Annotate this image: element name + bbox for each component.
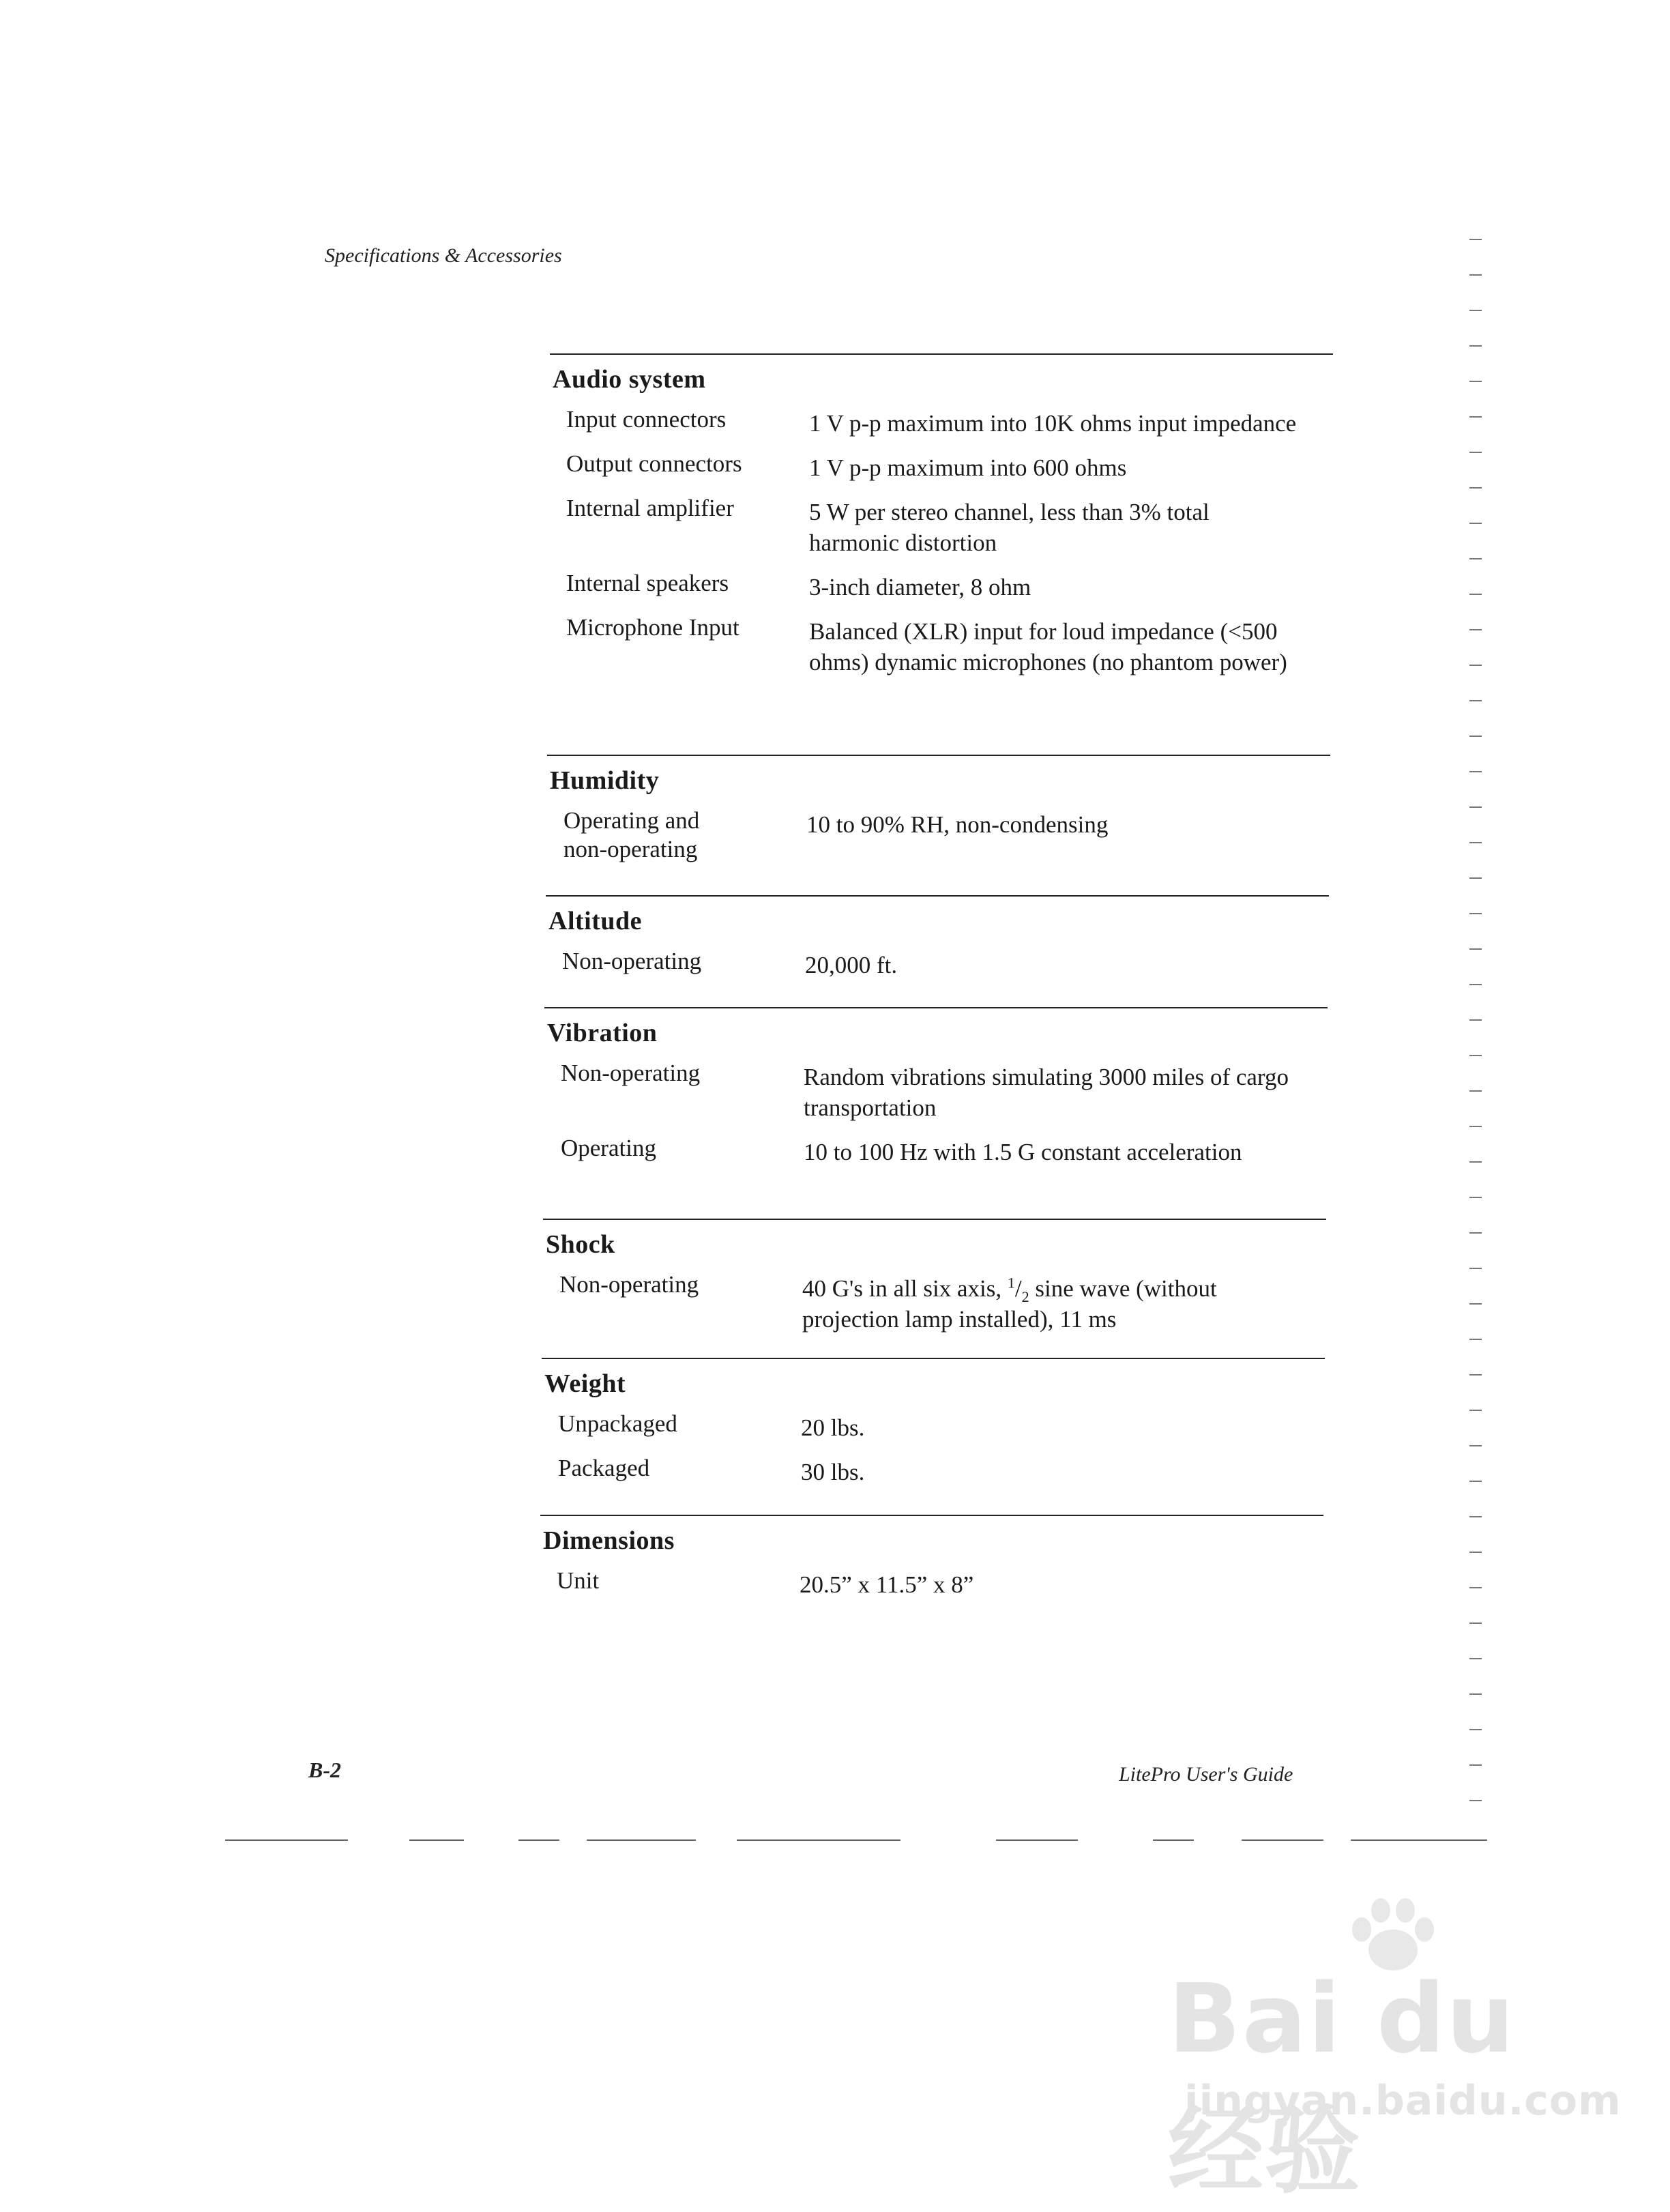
spec-value: 1 V p-p maximum into 10K ohms input impedance	[809, 410, 1297, 437]
scan-edge-line	[409, 1839, 464, 1841]
spec-label: Input connectors	[566, 406, 727, 433]
section-heading: Dimensions	[543, 1526, 675, 1555]
section-heading: Vibration	[547, 1019, 658, 1047]
spec-value: 10 to 90% RH, non-condensing	[806, 811, 1109, 838]
scan-edge-line	[1153, 1839, 1194, 1841]
section-audio-system	[550, 353, 1333, 688]
spec-value: 30 lbs.	[801, 1459, 865, 1485]
spec-row	[542, 1410, 1325, 1443]
watermark-site: jingyan.baidu.com	[1184, 2077, 1622, 2125]
spec-label: Internal speakers	[566, 570, 729, 596]
spec-value: Balanced (XLR) input for loud impedance (<500 ohms) dynamic microphones (no phantom power)	[809, 618, 1287, 675]
watermark-brand: Bai du 经验	[1168, 1964, 1516, 2207]
spec-row	[540, 1567, 1323, 1600]
spec-row	[550, 613, 1333, 678]
spec-label: Non-operating	[561, 1060, 701, 1086]
section-rule	[550, 353, 1333, 355]
baidu-watermark	[1168, 1889, 1622, 2207]
section-rule	[544, 1007, 1328, 1008]
spec-value: 1 V p-p maximum into 600 ohms	[809, 454, 1127, 481]
spec-row	[550, 569, 1333, 602]
spec-label: Operating	[561, 1135, 656, 1161]
scan-edge-line	[587, 1839, 696, 1841]
section-heading: Humidity	[550, 766, 660, 795]
spec-value: 20 lbs.	[801, 1414, 865, 1441]
spec-value: 40 G's in all six axis, $^1/_2$ sine wave (without projection lamp installed), 11 ms	[802, 1274, 1217, 1333]
spec-label: Non-operating	[559, 1271, 699, 1298]
spec-label: Microphone Input	[566, 614, 739, 641]
spec-row	[544, 1134, 1328, 1167]
spec-label: Unpackaged	[558, 1410, 677, 1437]
section-rule	[547, 755, 1330, 756]
spec-label: Operating and non-operating	[563, 807, 700, 862]
spec-value: 5 W per stereo channel, less than 3% total harmonic distortion	[809, 499, 1210, 556]
section-dimensions	[540, 1515, 1323, 1611]
spec-label: Internal amplifier	[566, 495, 734, 521]
section-heading: Audio system	[553, 365, 706, 394]
section-rule	[543, 1219, 1326, 1220]
section-shock	[543, 1219, 1326, 1345]
spec-label: Output connectors	[566, 450, 742, 477]
scan-edge-line	[225, 1839, 348, 1841]
fraction-denominator: 2	[1021, 1288, 1029, 1305]
spec-row	[546, 947, 1329, 980]
scan-edge-line	[996, 1839, 1078, 1841]
spec-row	[543, 1270, 1326, 1335]
spec-row	[547, 806, 1330, 864]
spec-row	[550, 405, 1333, 439]
scan-edge-line	[518, 1839, 559, 1841]
spec-label: Unit	[557, 1567, 600, 1594]
guide-title: LitePro User's Guide	[1119, 1763, 1293, 1786]
spec-value-text: sine wave (without projection lamp installed), 11 ms	[802, 1275, 1217, 1333]
spec-value: 20.5” x 11.5” x 8”	[800, 1571, 974, 1598]
section-heading: Weight	[544, 1369, 626, 1398]
scan-margin-marks	[1469, 239, 1489, 1808]
spec-value: 10 to 100 Hz with 1.5 G constant acceleration	[804, 1139, 1242, 1165]
section-rule	[546, 895, 1329, 897]
spec-value: 20,000 ft.	[805, 952, 898, 978]
section-weight	[542, 1358, 1325, 1498]
scan-edge-line	[1242, 1839, 1323, 1841]
spec-row	[550, 494, 1333, 558]
spec-value: Random vibrations simulating 3000 miles of cargo transportation	[804, 1064, 1289, 1121]
section-heading: Shock	[546, 1230, 615, 1259]
scan-edge-line	[1351, 1839, 1487, 1841]
running-header: Specifications & Accessories	[325, 244, 562, 267]
section-vibration	[544, 1007, 1328, 1178]
spec-row	[544, 1059, 1328, 1123]
page-number: B-2	[308, 1758, 341, 1782]
scan-edge-line	[737, 1839, 900, 1841]
spec-value: 3-inch diameter, 8 ohm	[809, 574, 1031, 600]
section-humidity	[547, 755, 1330, 875]
spec-row	[550, 450, 1333, 483]
spec-label: Packaged	[558, 1455, 650, 1481]
section-heading: Altitude	[548, 907, 642, 935]
section-altitude	[546, 895, 1329, 991]
section-rule	[542, 1358, 1325, 1359]
spec-row	[542, 1454, 1325, 1487]
spec-value-text: 40 G's in all six axis,	[802, 1275, 1008, 1302]
spec-label: Non-operating	[562, 948, 702, 974]
fraction-numerator: 1	[1007, 1274, 1015, 1292]
section-rule	[540, 1515, 1323, 1516]
